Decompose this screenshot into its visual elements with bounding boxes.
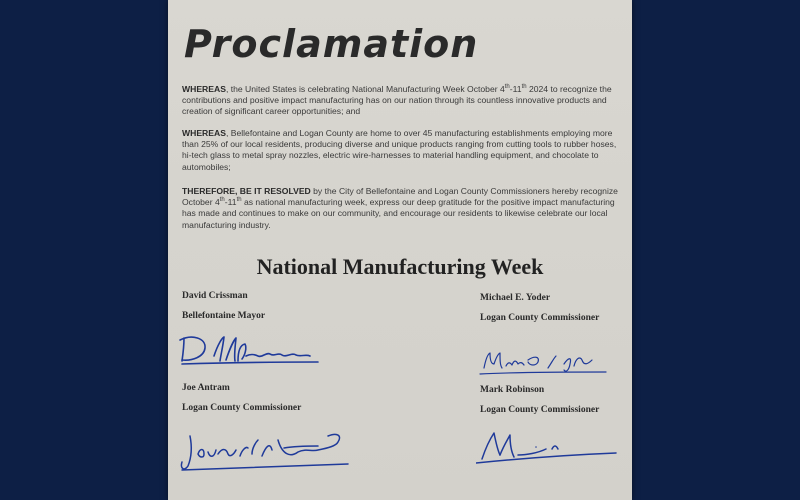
superscript: th: [521, 84, 527, 91]
whereas-paragraph-2: [182, 128, 622, 173]
superscript: th: [236, 197, 242, 204]
signatory-name: Joe Antram: [182, 383, 230, 393]
whereas-text: , the United States is celebrating National Manufacturing Week October 4: [225, 84, 505, 94]
signatory-name: Mark Robinson: [480, 385, 545, 395]
week-heading: National Manufacturing Week: [256, 254, 544, 279]
signature-michael-yoder: [476, 340, 626, 380]
therefore-text: as national manufacturing week, express our deep gratitude for the positive impact manufacturing has made and continues to make on our community, and encourage our residents to likewise celebrate our local manufacturing industry.: [182, 197, 615, 230]
signature-joe-antram: [178, 428, 358, 474]
signature-david-crissman: [178, 330, 328, 370]
therefore-paragraph: [182, 186, 622, 231]
whereas-text: , Bellefontaine and Logan County are home to over 45 manufacturing establishments employing more than 25% of our local residents, producing diverse and unique products ranging from cutting tools to rubber hoses, hi-tech glass to metal spray nozzles, electric wire-harnesses to material handling equipment, and chocolate to automobiles;: [182, 128, 617, 172]
signatory-name: Michael E. Yoder: [480, 293, 551, 303]
superscript: th: [219, 197, 225, 204]
signatory-title: Logan County Commissioner: [480, 405, 600, 415]
whereas-paragraph-1: [182, 84, 622, 118]
whereas-text: -11: [509, 84, 522, 94]
signatory-title: Logan County Commissioner: [182, 403, 302, 413]
therefore-text: by the City of Bellefontaine and Logan County Commissioners hereby recognize October 4: [182, 186, 618, 208]
whereas-text: 2024 to recognize the contributions and positive impact manufacturing has on our nation through its countless innovative products and creation of significant career opportunities; and: [182, 84, 612, 117]
therefore-text: -11: [224, 197, 237, 208]
proclamation-document: [168, 0, 632, 500]
signatory-name: David Crissman: [182, 291, 248, 301]
whereas-lead: WHEREAS: [182, 84, 226, 94]
document-title: Proclamation: [184, 22, 479, 66]
signatory-title: Bellefontaine Mayor: [182, 311, 266, 321]
superscript: th: [504, 84, 510, 91]
therefore-lead: THEREFORE, BE IT RESOLVED: [182, 186, 311, 196]
signatory-title: Logan County Commissioner: [480, 313, 600, 323]
whereas-lead: WHEREAS: [182, 128, 226, 138]
signature-mark-robinson: [476, 425, 626, 471]
